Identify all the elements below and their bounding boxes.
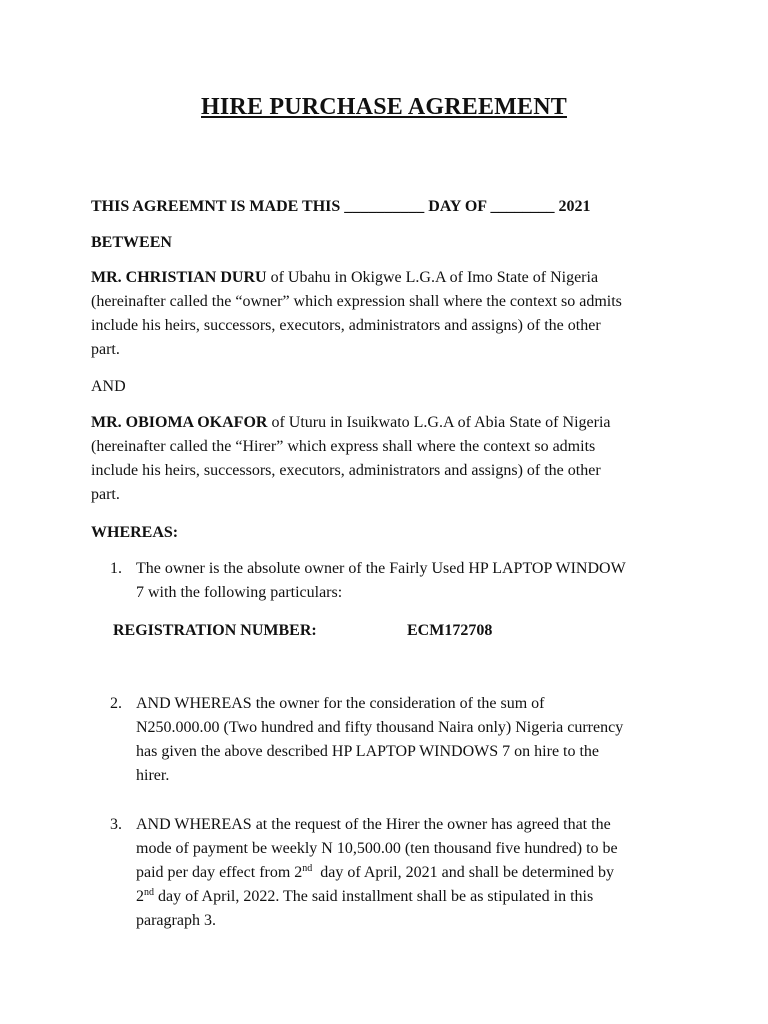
- and-separator: AND: [91, 378, 126, 395]
- between-heading: BETWEEN: [91, 234, 172, 251]
- clause-1-line-1: The owner is the absolute owner of the Fairly Used HP LAPTOP WINDOW: [136, 560, 626, 577]
- ordinal-suffix: nd: [144, 887, 154, 898]
- hirer-line-4: part.: [91, 486, 120, 503]
- hirer-name: MR. OBIOMA OKAFOR: [91, 414, 268, 431]
- hirer-line-3: include his heirs, successors, executors, administrators and assigns) of the other: [91, 462, 601, 479]
- clause-3: [110, 813, 680, 933]
- owner-name: MR. CHRISTIAN DURU: [91, 269, 267, 286]
- clause-1-number: 1.: [110, 560, 122, 577]
- clause-3-line-3-end: day of April, 2021 and shall be determined by: [312, 864, 615, 881]
- clause-2-line-4: hirer.: [136, 767, 170, 784]
- clause-2-line-1: AND WHEREAS the owner for the consideration of the sum of: [136, 695, 545, 712]
- registration-row: [113, 622, 492, 640]
- clause-3-line-4-end: day of April, 2022. The said installment shall be as stipulated in this: [154, 888, 594, 905]
- owner-line-2: (hereinafter called the “owner” which expression shall where the context so admits: [91, 293, 622, 310]
- clause-3-line-4: [136, 885, 680, 909]
- clause-3-line-2: mode of payment be weekly N 10,500.00 (ten thousand five hundred) to be: [136, 840, 618, 857]
- clause-2-line-3: has given the above described HP LAPTOP WINDOWS 7 on hire to the: [136, 743, 600, 760]
- owner-line-3: include his heirs, successors, executors, administrators and assigns) of the other: [91, 317, 601, 334]
- hirer-line-1: [91, 411, 691, 435]
- clause-3-line-1: AND WHEREAS at the request of the Hirer the owner has agreed that the: [136, 816, 611, 833]
- hirer-line-2: (hereinafter called the “Hirer” which express shall where the context so admits: [91, 438, 596, 455]
- owner-line-4: part.: [91, 341, 120, 358]
- whereas-heading: WHEREAS:: [91, 524, 179, 541]
- ordinal-suffix: nd: [302, 863, 313, 874]
- clause-3-line-5: paragraph 3.: [136, 912, 216, 929]
- registration-label: REGISTRATION NUMBER:: [113, 622, 317, 639]
- registration-value: ECM172708: [407, 622, 493, 639]
- hirer-paragraph: [91, 411, 691, 507]
- owner-line-1: [91, 266, 691, 290]
- clause-1: [110, 557, 680, 605]
- clause-1-line-2: 7 with the following particulars:: [136, 584, 343, 601]
- clause-3-line-4-start: 2: [136, 888, 144, 905]
- owner-paragraph: [91, 266, 691, 362]
- owner-address: of Ubahu in Okigwe L.G.A of Imo State of Nigeria: [266, 269, 599, 286]
- clause-2-line-2: N250.000.00 (Two hundred and fifty thousand Naira only) Nigeria currency: [136, 719, 624, 736]
- clause-2: [110, 692, 680, 788]
- clause-3-number: 3.: [110, 816, 122, 833]
- document-title: HIRE PURCHASE AGREEMENT: [201, 94, 567, 120]
- clause-2-number: 2.: [110, 695, 122, 712]
- agreement-date-line: THIS AGREEMNT IS MADE THIS __________ DAY OF ________ 2021: [91, 198, 591, 215]
- hirer-address: of Uturu in Isuikwato L.G.A of Abia State of Nigeria: [267, 414, 611, 431]
- clause-3-line-3: [136, 861, 680, 885]
- clause-3-line-3-start: paid per day effect from 2: [136, 864, 303, 881]
